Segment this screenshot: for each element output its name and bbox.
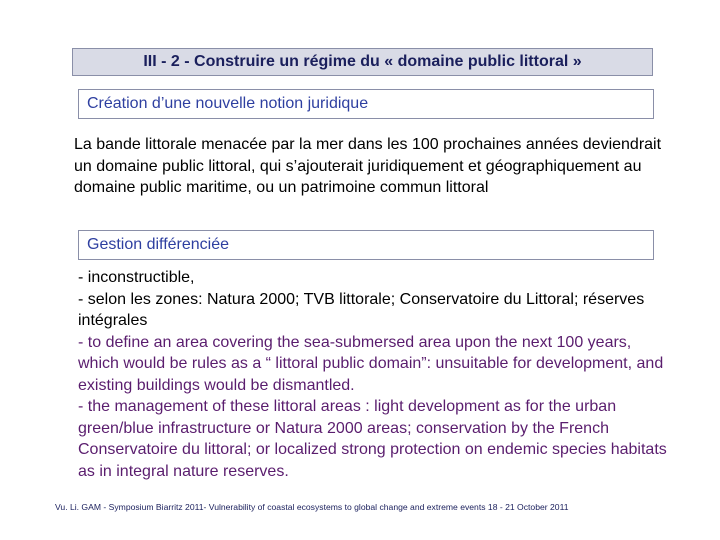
section-heading-differentiated-management: Gestion différenciée xyxy=(78,230,654,260)
slide-title: III - 2 - Construire un régime du « domaine public littoral » xyxy=(72,48,653,76)
list-item: - the management of these littoral areas : light development as for the urban green/blue infrastructure or Natura 2000 areas; conservation by the French Conservatoire du littoral; or localized strong protection on endemic species habitats as in integral nature reserves. xyxy=(78,398,667,480)
management-list xyxy=(78,267,668,482)
section-heading-legal-notion: Création d’une nouvelle notion juridique xyxy=(78,89,654,119)
body-paragraph: La bande littorale menacée par la mer dans les 100 prochaines années deviendrait un domaine public littoral, qui s’ajouterait juridiquement et géographiquement au domaine public maritime, ou un patrimoine commun littoral xyxy=(74,136,662,196)
list-item: - selon les zones: Natura 2000; TVB littorale; Conservatoire du Littoral; réserves intégrales xyxy=(78,290,645,329)
list-item: - inconstructible, xyxy=(78,269,195,286)
list-item: - to define an area covering the sea-submersed area upon the next 100 years, which would be rules as a “ littoral public domain”: unsuitable for development, and existing buildings would be dismantled. xyxy=(78,333,664,394)
slide-footer: Vu. Li. GAM - Symposium Biarritz 2011- Vulnerability of coastal ecosystems to global change and extreme events 18 - 21 October 2011 xyxy=(55,502,569,512)
